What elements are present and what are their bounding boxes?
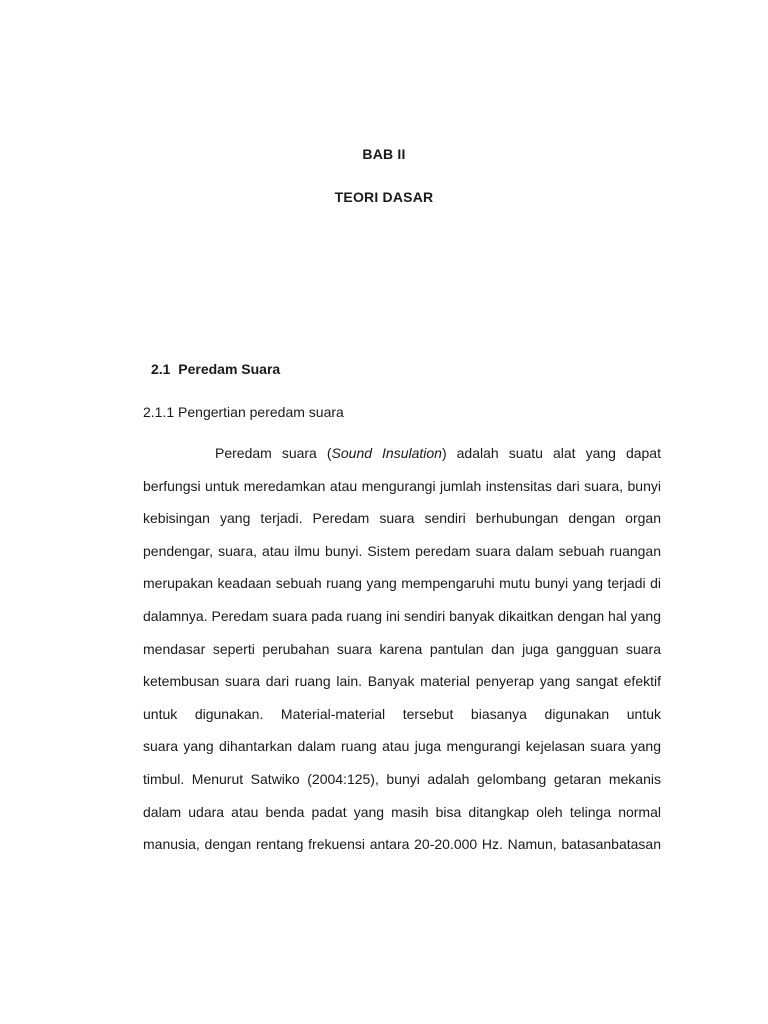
subsection-heading: 2.1.1 Pengertian peredam suara [143, 404, 344, 420]
paragraph-line: pendengar, suara, atau ilmu bunyi. Sistem peredam suara dalam sebuah ruangan [143, 542, 661, 559]
paragraph-line: ketembusan suara dari ruang lain. Banyak material penyerap yang sangat efektif [143, 673, 661, 690]
paragraph-line: suara yang dihantarkan dalam ruang atau juga mengurangi kejelasan suara yang [143, 738, 661, 755]
chapter-number: BAB II [362, 146, 406, 162]
paragraph-line: timbul. Menurut Satwiko (2004:125), bunyi adalah gelombang getaran mekanis [143, 770, 661, 787]
paragraph-line: kebisingan yang terjadi. Peredam suara sendiri berhubungan dengan organ [143, 510, 661, 527]
paragraph-line: untuk digunakan. Material-material tersebut biasanya digunakan untuk [143, 705, 661, 722]
paragraph-line: dalam udara atau benda padat yang masih bisa ditangkap oleh telinga normal [143, 803, 661, 820]
italic-term: Sound Insulation [331, 445, 442, 461]
section-heading: 2.1 Peredam Suara [151, 361, 281, 377]
paragraph-text: Peredam suara ( [215, 445, 332, 461]
paragraph-line [143, 437, 661, 470]
paragraph-line: dalamnya. Peredam suara pada ruang ini sendiri banyak dikaitkan dengan hal yang [143, 607, 661, 624]
paragraph-text: ) adalah suatu alat yang dapat [441, 445, 661, 461]
paragraph-line: mendasar seperti perubahan suara karena pantulan dan juga gangguan suara [143, 640, 661, 657]
paragraph-line: berfungsi untuk meredamkan atau mengurangi jumlah instensitas dari suara, bunyi [143, 477, 661, 494]
chapter-title: TEORI DASAR [334, 189, 434, 205]
body-paragraph [143, 437, 661, 861]
paragraph-line: merupakan keadaan sebuah ruang yang mempengaruhi mutu bunyi yang terjadi di [143, 575, 661, 592]
paragraph-line: manusia, dengan rentang frekuensi antara 20-20.000 Hz. Namun, batasanbatasan [143, 836, 661, 853]
